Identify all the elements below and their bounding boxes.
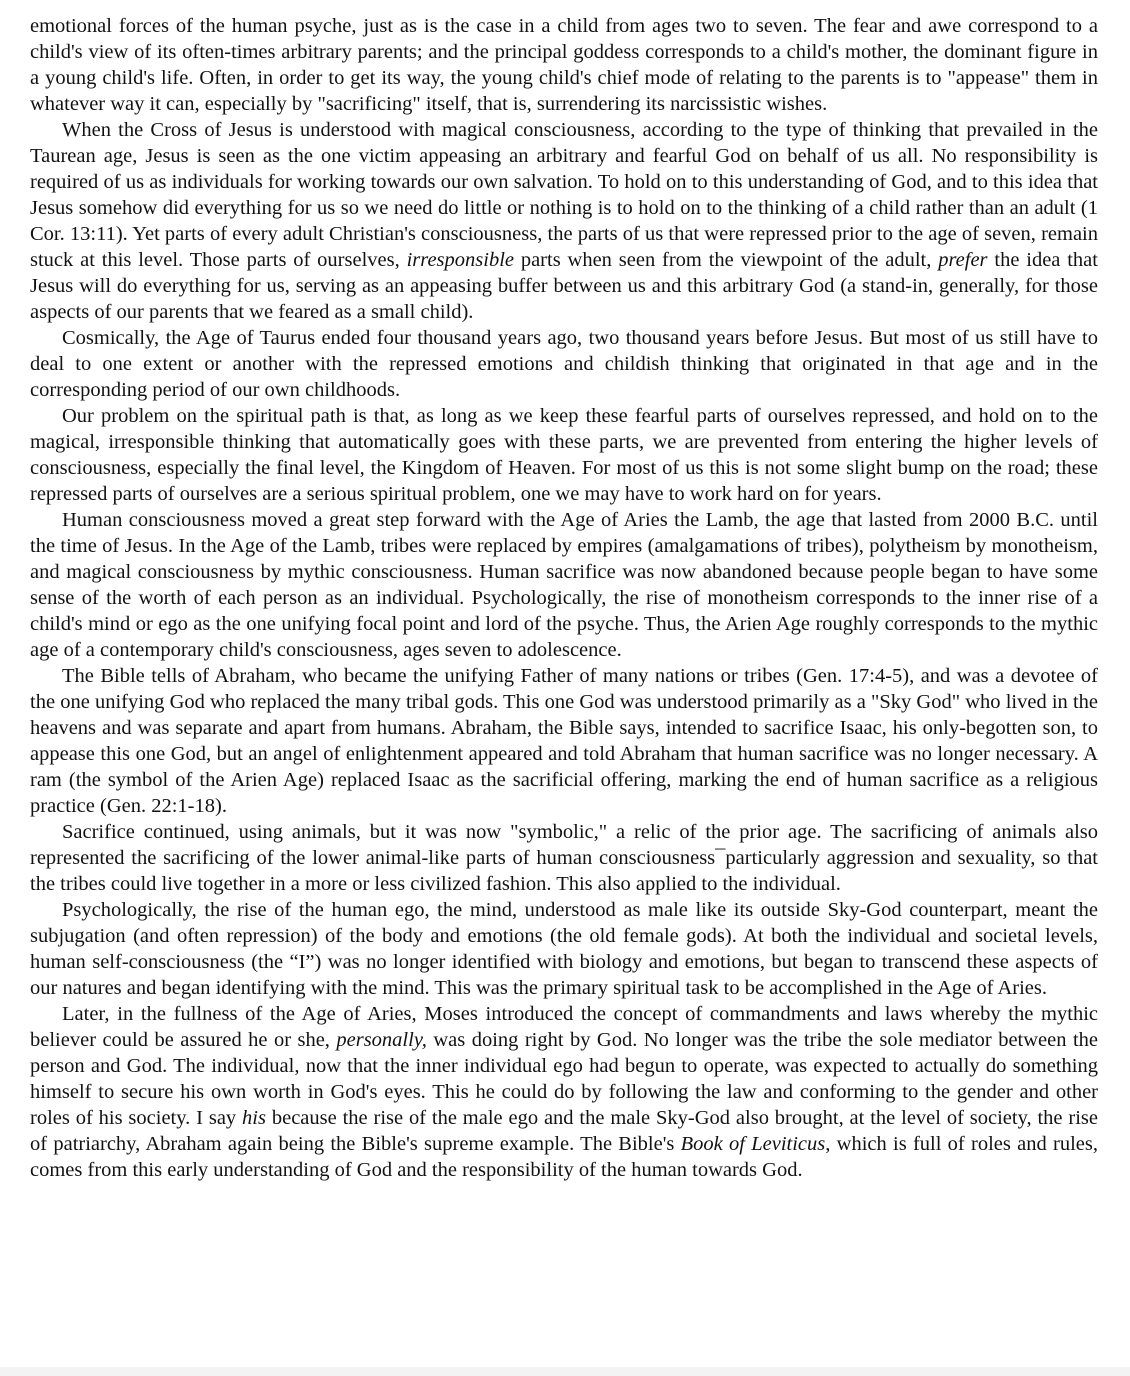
paragraph-4: Our problem on the spiritual path is that, as long as we keep these fearful parts of ourselves repressed, and hold on to the magical, irresponsible thinking that automatically goes with these parts, we are prevented from entering the higher levels of consciousness, especially the final level, the Kingdom of Heaven. For most of us this is not some slight bump on the road; these repressed parts of ourselves are a serious spiritual problem, one we may have to work hard on for years. [30, 405, 1098, 505]
italic-run: his [242, 1107, 266, 1129]
paragraph-9: Later, in the fullness of the Age of Aries, Moses introduced the concept of commandments and laws whereby the mythic believer could be assured he or she, personally, was doing right by God. No longer was the tribe the sole mediator between the person and God. The individual, now that the inner individual ego had begun to operate, was expected to actually do something himself to secure his own worth in God's eyes. This he could do by following the law and conforming to the gender and other roles of his society. I say his because the rise of the male ego and the male Sky-God also brought, at the level of society, the rise of patriarchy, Abraham again being the Bible's supreme example. The Bible's Book of Leviticus, which is full of roles and rules, comes from this early understanding of God and the responsibility of the human towards God. [30, 1003, 1098, 1181]
paragraph-5: Human consciousness moved a great step forward with the Age of Aries the Lamb, the age that lasted from 2000 B.C. until the time of Jesus. In the Age of the Lamb, tribes were replaced by empires (amalgamations of tribes), polytheism by monotheism, and magical consciousness by mythic consciousness. Human sacrifice was now abandoned because people began to have some sense of the worth of each person as an individual. Psychologically, the rise of monotheism corresponds to the inner rise of a child's mind or ego as the one unifying focal point and lord of the psyche. Thus, the Arien Age roughly corresponds to the mythic age of a contemporary child's consciousness, ages seven to adolescence. [30, 509, 1098, 661]
paragraph-3: Cosmically, the Age of Taurus ended four thousand years ago, two thousand years before Jesus. But most of us still have to deal to one extent or another with the repressed emotions and childish thinking that originated in that age and in the corresponding period of our own childhoods. [30, 327, 1098, 401]
italic-run: irresponsible [406, 249, 514, 271]
italic-run: prefer [938, 249, 988, 271]
italic-run: personally, [336, 1029, 427, 1051]
page-text [30, 13, 1098, 1183]
paragraph-2: When the Cross of Jesus is understood with magical consciousness, according to the type of thinking that prevailed in the Taurean age, Jesus is seen as the one victim appeasing an arbitrary and fearful God on behalf of us all. No responsibility is required of us as individuals for working towards our own salvation. To hold on to this understanding of God, and to this idea that Jesus somehow did everything for us so we need do little or nothing is to hold on to the thinking of a child rather than an adult (1 Cor. 13:11). Yet parts of every adult Christian's consciousness, the parts of us that were repressed prior to the age of seven, remain stuck at this level. Those parts of ourselves, irresponsible parts when seen from the viewpoint of the adult, prefer the idea that Jesus will do everything for us, serving as an appeasing buffer between us and this arbitrary God (a stand-in, generally, for those aspects of our parents that we feared as a small child). [30, 119, 1098, 323]
paragraph-8: Psychologically, the rise of the human ego, the mind, understood as male like its outside Sky-God counterpart, meant the subjugation (and often repression) of the body and emotions (the old female gods). At both the individual and societal levels, human self-consciousness (the “I”) was no longer identified with biology and emotions, but began to transcend these aspects of our natures and began identifying with the mind. This was the primary spiritual task to be accomplished in the Age of Aries. [30, 899, 1098, 999]
paragraph-6: The Bible tells of Abraham, who became the unifying Father of many nations or tribes (Gen. 17:4-5), and was a devotee of the one unifying God who replaced the many tribal gods. This one God was understood primarily as a "Sky God" who lived in the heavens and was separate and apart from humans. Abraham, the Bible says, intended to sacrifice Isaac, his only-begotten son, to appease this one God, but an angel of enlightenment appeared and told Abraham that human sacrifice was no longer necessary. A ram (the symbol of the Arien Age) replaced Isaac as the sacrificial offering, marking the end of human sacrifice as a religious practice (Gen. 22:1-18). [30, 665, 1098, 817]
paragraph-7: Sacrifice continued, using animals, but it was now "symbolic," a relic of the prior age. The sacrificing of animals also represented the sacrificing of the lower animal-like parts of human consciousness¯particularly aggression and sexuality, so that the tribes could live together in a more or less civilized fashion. This also applied to the individual. [30, 821, 1098, 895]
italic-run: Book of Leviticus [680, 1133, 826, 1155]
paragraph-1: emotional forces of the human psyche, just as is the case in a child from ages two to seven. The fear and awe correspond to a child's view of its often-times arbitrary parents; and the principal goddess corresponds to a child's mother, the dominant figure in a young child's life. Often, in order to get its way, the young child's chief mode of relating to the parents is to "appease" them in whatever way it can, especially by "sacrificing" itself, that is, surrendering its narcissistic wishes. [30, 15, 1098, 115]
page-bottom-edge [0, 1367, 1130, 1376]
